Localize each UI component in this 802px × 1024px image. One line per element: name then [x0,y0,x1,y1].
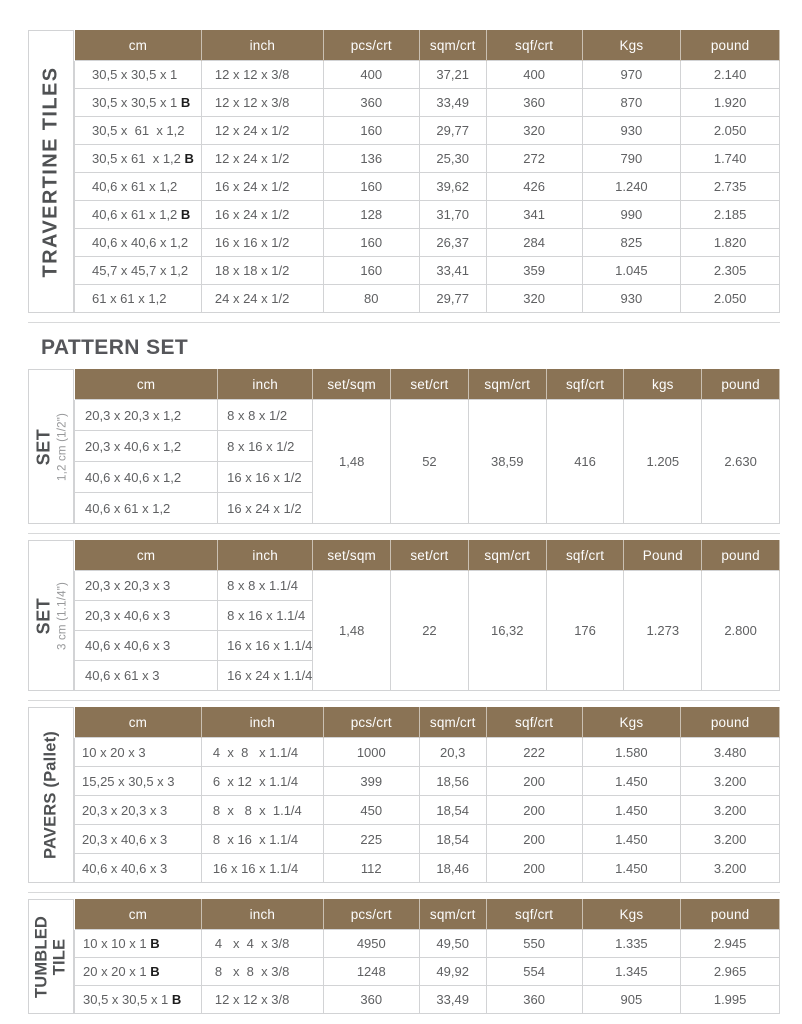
cell-value: 3.200 [681,796,780,825]
cell-value: 3.200 [681,854,780,883]
cell-size-cm: 30,5 x 30,5 x 1 [75,61,202,89]
cell-value: 360 [486,89,582,117]
cell-value: 225 [323,825,419,854]
column-header-pound: pound [681,30,780,61]
cell-value: 20,3 [419,738,486,767]
side-label-pavers-pallet [28,707,74,883]
column-header-kgs: Kgs [582,899,681,930]
table-row [75,117,780,145]
cell-value: 360 [323,986,419,1014]
cell-value: 360 [323,89,419,117]
cell-size-inch: 16 x 16 x 1/2 [218,462,313,493]
cell-size-inch: 12 x 12 x 3/8 [201,89,323,117]
cell-value: 359 [486,257,582,285]
cell-value: 29,77 [419,285,486,313]
cell-size-inch: 8 x 8 x 1.1/4 [218,571,313,601]
table-row [75,229,780,257]
cell-value: 18,46 [419,854,486,883]
cell-value: 37,21 [419,61,486,89]
table-row [75,738,780,767]
cell-size-cm: 40,6 x 61 x 1,2 [75,493,218,524]
cell-value: 160 [323,229,419,257]
cell-value: 905 [582,986,681,1014]
table-row [75,854,780,883]
table-row [75,796,780,825]
cell-value: 990 [582,201,681,229]
cell-size-inch: 8 x 16 x 1/2 [218,431,313,462]
cell-size-cm: 20,3 x 40,6 x 3 [75,825,202,854]
header-row [75,899,780,930]
side-label-set-3cm [28,540,74,691]
cell-size-inch: 8 x 8 x 1/2 [218,400,313,431]
cell-value: 3.200 [681,767,780,796]
cell-value: 26,37 [419,229,486,257]
section-pavers-pallet [28,707,780,883]
column-header-sqm-crt: sqm/crt [419,899,486,930]
b-grade-marker: B [180,95,191,110]
column-header-sqf-crt: sqf/crt [486,30,582,61]
column-header-cm: cm [75,369,218,400]
cell-value: 550 [486,930,582,958]
section-divider [28,322,780,323]
column-header-inch: inch [201,899,323,930]
column-header-pcs-crt: pcs/crt [323,30,419,61]
cell-size-cm: 20 x 20 x 1 B [75,958,202,986]
cell-merged-value: 2.630 [702,400,780,524]
tumbled-tile-table [74,899,780,1014]
cell-value: 930 [582,117,681,145]
table-row [75,173,780,201]
set-3cm-table-wrap [74,540,780,691]
column-header-sqm-crt: sqm/crt [468,540,546,571]
section-set-3cm [28,540,780,691]
side-label-text: PAVERS (Pallet) [41,731,60,859]
table-row [75,825,780,854]
cell-size-cm: 40,6 x 40,6 x 3 [75,854,202,883]
cell-value: 2.305 [681,257,780,285]
cell-value: 49,92 [419,958,486,986]
column-header-set-crt: set/crt [391,540,469,571]
cell-size-cm: 30,5 x 30,5 x 1 B [75,89,202,117]
column-header-inch: inch [218,540,313,571]
cell-size-cm: 40,6 x 61 x 3 [75,661,218,691]
section-divider [28,700,780,701]
cell-value: 284 [486,229,582,257]
cell-size-inch: 8 x 16 x 1.1/4 [201,825,323,854]
cell-value: 1.820 [681,229,780,257]
cell-value: 18,54 [419,825,486,854]
travertine-tiles-table [74,30,780,313]
column-header-pound: pound [702,540,780,571]
cell-value: 2.140 [681,61,780,89]
column-header-pcs-crt: pcs/crt [323,707,419,738]
column-header-cm: cm [75,30,202,61]
set-12cm-table [74,369,780,524]
cell-size-inch: 8 x 16 x 1.1/4 [218,601,313,631]
cell-value: 33,49 [419,986,486,1014]
table-row [75,257,780,285]
cell-value: 825 [582,229,681,257]
cell-size-cm: 30,5 x 30,5 x 1 B [75,986,202,1014]
column-header-kgs: Kgs [582,707,681,738]
cell-value: 1248 [323,958,419,986]
table-row [75,285,780,313]
side-label-tumbled-tile [28,899,74,1014]
cell-value: 49,50 [419,930,486,958]
column-header-sqm-crt: sqm/crt [419,707,486,738]
column-header-inch: inch [201,30,323,61]
column-header-sqf-crt: sqf/crt [546,540,624,571]
column-header-kgs: Kgs [582,30,681,61]
b-grade-marker: B [150,964,160,979]
cell-size-inch: 24 x 24 x 1/2 [201,285,323,313]
cell-value: 31,70 [419,201,486,229]
section-travertine-tiles [28,30,780,313]
cell-value: 930 [582,285,681,313]
cell-size-inch: 12 x 24 x 1/2 [201,117,323,145]
cell-value: 2.945 [681,930,780,958]
cell-size-inch: 8 x 8 x 1.1/4 [201,796,323,825]
column-header-pound: pound [681,899,780,930]
header-row [75,707,780,738]
cell-value: 25,30 [419,145,486,173]
cell-value: 2.735 [681,173,780,201]
column-header-set-sqm: set/sqm [313,540,391,571]
cell-value: 200 [486,854,582,883]
cell-value: 2.050 [681,117,780,145]
table-row [75,986,780,1014]
cell-size-cm: 45,7 x 45,7 x 1,2 [75,257,202,285]
cell-merged-value: 2.800 [702,571,780,691]
cell-merged-value: 16,32 [468,571,546,691]
cell-merged-value: 22 [391,571,469,691]
cell-value: 554 [486,958,582,986]
cell-size-cm: 40,6 x 40,6 x 1,2 [75,462,218,493]
cell-value: 33,41 [419,257,486,285]
cell-size-inch: 12 x 12 x 3/8 [201,986,323,1014]
cell-size-cm: 30,5 x 61 x 1,2 B [75,145,202,173]
cell-value: 320 [486,285,582,313]
cell-value: 136 [323,145,419,173]
cell-value: 1.580 [582,738,681,767]
table-row [75,958,780,986]
column-header-cm: cm [75,540,218,571]
column-header-sqf-crt: sqf/crt [546,369,624,400]
column-header-pcs-crt: pcs/crt [323,899,419,930]
cell-merged-value: 38,59 [468,400,546,524]
cell-value: 399 [323,767,419,796]
cell-size-cm: 20,3 x 40,6 x 1,2 [75,431,218,462]
side-label-text: TUMBLED TILE [32,915,69,998]
cell-value: 3.200 [681,825,780,854]
cell-value: 1.450 [582,825,681,854]
cell-value: 112 [323,854,419,883]
cell-size-inch: 16 x 24 x 1/2 [201,173,323,201]
section-divider [28,892,780,893]
column-header-inch: inch [201,707,323,738]
cell-value: 1000 [323,738,419,767]
cell-size-inch: 4 x 8 x 1.1/4 [201,738,323,767]
cell-size-cm: 10 x 10 x 1 B [75,930,202,958]
table-row [75,145,780,173]
side-label-subtext: 1,2 cm (1/2") [56,412,69,481]
cell-value: 18,56 [419,767,486,796]
cell-value: 160 [323,117,419,145]
cell-size-inch: 16 x 16 x 1.1/4 [201,854,323,883]
side-label-text: SET [33,428,54,465]
column-header-set-sqm: set/sqm [313,369,391,400]
cell-value: 2.050 [681,285,780,313]
cell-value: 29,77 [419,117,486,145]
cell-size-inch: 16 x 24 x 1/2 [218,493,313,524]
cell-value: 1.335 [582,930,681,958]
side-label-text: TRAVERTINE TILES [39,66,62,277]
table-row [75,571,780,601]
set-3cm-table [74,540,780,691]
table-row [75,400,780,431]
column-header-sqm-crt: sqm/crt [419,30,486,61]
cell-value: 128 [323,201,419,229]
header-row [75,540,780,571]
column-header-pound: pound [702,369,780,400]
table-row [75,89,780,117]
cell-value: 400 [486,61,582,89]
header-row [75,369,780,400]
cell-value: 341 [486,201,582,229]
cell-value: 200 [486,767,582,796]
cell-value: 18,54 [419,796,486,825]
cell-value: 1.345 [582,958,681,986]
column-header-sqf-crt: sqf/crt [486,899,582,930]
column-header-cm: cm [75,707,202,738]
cell-value: 426 [486,173,582,201]
cell-value: 450 [323,796,419,825]
cell-value: 3.480 [681,738,780,767]
cell-size-cm: 10 x 20 x 3 [75,738,202,767]
cell-merged-value: 52 [391,400,469,524]
cell-merged-value: 176 [546,571,624,691]
cell-size-cm: 20,3 x 20,3 x 3 [75,796,202,825]
cell-merged-value: 1.273 [624,571,702,691]
cell-size-inch: 16 x 24 x 1.1/4 [218,661,313,691]
cell-size-cm: 20,3 x 20,3 x 3 [75,571,218,601]
table-row [75,767,780,796]
cell-size-cm: 40,6 x 61 x 1,2 B [75,201,202,229]
cell-size-inch: 4 x 4 x 3/8 [201,930,323,958]
cell-value: 80 [323,285,419,313]
cell-value: 1.045 [582,257,681,285]
cell-value: 160 [323,173,419,201]
cell-value: 1.450 [582,796,681,825]
cell-value: 1.920 [681,89,780,117]
cell-value: 33,49 [419,89,486,117]
pavers-pallet-table [74,707,780,883]
column-header-pound: Pound [624,540,702,571]
cell-value: 272 [486,145,582,173]
cell-size-inch: 18 x 18 x 1/2 [201,257,323,285]
table-row [75,61,780,89]
travertine-tiles-table-wrap [74,30,780,313]
cell-merged-value: 1,48 [313,400,391,524]
cell-value: 2.965 [681,958,780,986]
side-label-set-12cm [28,369,74,524]
cell-size-cm: 20,3 x 40,6 x 3 [75,601,218,631]
tumbled-tile-table-wrap [74,899,780,1014]
cell-value: 870 [582,89,681,117]
side-label-subtext: 3 cm (1.1/4") [56,581,69,650]
set-12cm-table-wrap [74,369,780,524]
cell-value: 1.995 [681,986,780,1014]
column-header-sqm-crt: sqm/crt [468,369,546,400]
page-title: PATTERN SET [41,336,189,359]
cell-value: 1.740 [681,145,780,173]
cell-value: 222 [486,738,582,767]
cell-size-inch: 12 x 24 x 1/2 [201,145,323,173]
table-row [75,930,780,958]
column-header-set-crt: set/crt [391,369,469,400]
cell-value: 200 [486,796,582,825]
cell-size-inch: 8 x 8 x 3/8 [201,958,323,986]
cell-size-inch: 16 x 16 x 1.1/4 [218,631,313,661]
cell-size-inch: 6 x 12 x 1.1/4 [201,767,323,796]
cell-size-cm: 15,25 x 30,5 x 3 [75,767,202,796]
side-label-text: SET [33,597,54,634]
table-row [75,201,780,229]
cell-size-cm: 61 x 61 x 1,2 [75,285,202,313]
column-header-sqf-crt: sqf/crt [486,707,582,738]
cell-value: 1.450 [582,767,681,796]
cell-value: 1.450 [582,854,681,883]
cell-size-cm: 40,6 x 40,6 x 1,2 [75,229,202,257]
cell-size-cm: 30,5 x 61 x 1,2 [75,117,202,145]
cell-merged-value: 1.205 [624,400,702,524]
cell-value: 39,62 [419,173,486,201]
section-set-12cm [28,369,780,524]
cell-value: 1.240 [582,173,681,201]
column-header-cm: cm [75,899,202,930]
column-header-pound: pound [681,707,780,738]
cell-size-inch: 12 x 12 x 3/8 [201,61,323,89]
cell-merged-value: 416 [546,400,624,524]
cell-size-cm: 40,6 x 40,6 x 3 [75,631,218,661]
cell-value: 970 [582,61,681,89]
cell-size-inch: 16 x 16 x 1/2 [201,229,323,257]
side-label-travertine-tiles [28,30,74,313]
column-header-inch: inch [218,369,313,400]
cell-value: 320 [486,117,582,145]
column-header-kgs: kgs [624,369,702,400]
cell-merged-value: 1,48 [313,571,391,691]
cell-size-cm: 40,6 x 61 x 1,2 [75,173,202,201]
header-row [75,30,780,61]
cell-size-cm: 20,3 x 20,3 x 1,2 [75,400,218,431]
cell-value: 200 [486,825,582,854]
b-grade-marker: B [180,207,191,222]
b-grade-marker: B [150,936,160,951]
cell-value: 160 [323,257,419,285]
cell-value: 360 [486,986,582,1014]
cell-value: 790 [582,145,681,173]
cell-value: 2.185 [681,201,780,229]
cell-size-inch: 16 x 24 x 1/2 [201,201,323,229]
b-grade-marker: B [184,151,194,166]
cell-value: 400 [323,61,419,89]
pavers-pallet-table-wrap [74,707,780,883]
cell-value: 4950 [323,930,419,958]
section-divider [28,533,780,534]
b-grade-marker: B [171,992,182,1007]
section-tumbled-tile [28,899,780,1014]
